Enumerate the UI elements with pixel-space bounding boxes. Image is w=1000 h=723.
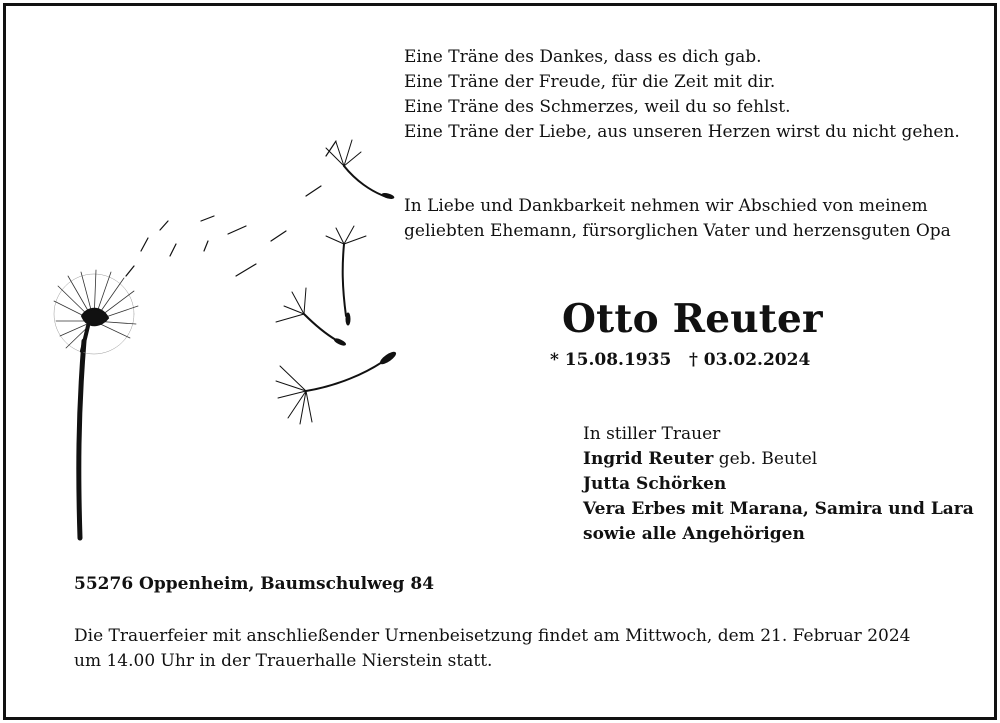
- poem-line: Eine Träne des Schmerzes, weil du so fehlst.: [404, 97, 791, 117]
- intro-line: geliebten Ehemann, fürsorglichen Vater und herzensguten Opa: [404, 221, 951, 241]
- mourner-line: Vera Erbes mit Marana, Samira und Lara: [583, 499, 974, 519]
- mourners-heading: In stiller Trauer: [583, 424, 721, 444]
- ceremony-line: um 14.00 Uhr in der Trauerhalle Nierstein statt.: [74, 651, 493, 671]
- poem-line: Eine Träne des Dankes, dass es dich gab.: [404, 47, 762, 67]
- mourner-line: sowie alle Angehörigen: [583, 524, 805, 544]
- poem: [404, 45, 960, 145]
- mourner-line: Jutta Schörken: [583, 474, 727, 494]
- poem-line: Eine Träne der Freude, für die Zeit mit dir.: [404, 72, 776, 92]
- intro-line: In Liebe und Dankbarkeit nehmen wir Abschied von meinem: [404, 196, 928, 216]
- mourner-maiden-name: geb. Beutel: [713, 449, 818, 469]
- mourner-name: Ingrid Reuter: [583, 449, 714, 469]
- death-date: † 03.02.2024: [689, 350, 811, 370]
- obituary-notice: [3, 3, 997, 720]
- birth-date: * 15.08.1935: [550, 350, 672, 370]
- poem-line: Eine Träne der Liebe, aus unseren Herzen wirst du nicht gehen.: [404, 122, 960, 142]
- ceremony-line: Die Trauerfeier mit anschließender Urnenbeisetzung findet am Mittwoch, dem 21. Februar 2024: [74, 626, 911, 646]
- dandelion-icon: [36, 126, 406, 546]
- mourner-line: [583, 447, 974, 472]
- address: 55276 Oppenheim, Baumschulweg 84: [74, 574, 435, 594]
- mourners-list: [583, 422, 974, 547]
- deceased-name: Otto Reuter: [562, 296, 823, 342]
- ceremony-info: [74, 624, 910, 674]
- farewell-intro: [404, 194, 951, 244]
